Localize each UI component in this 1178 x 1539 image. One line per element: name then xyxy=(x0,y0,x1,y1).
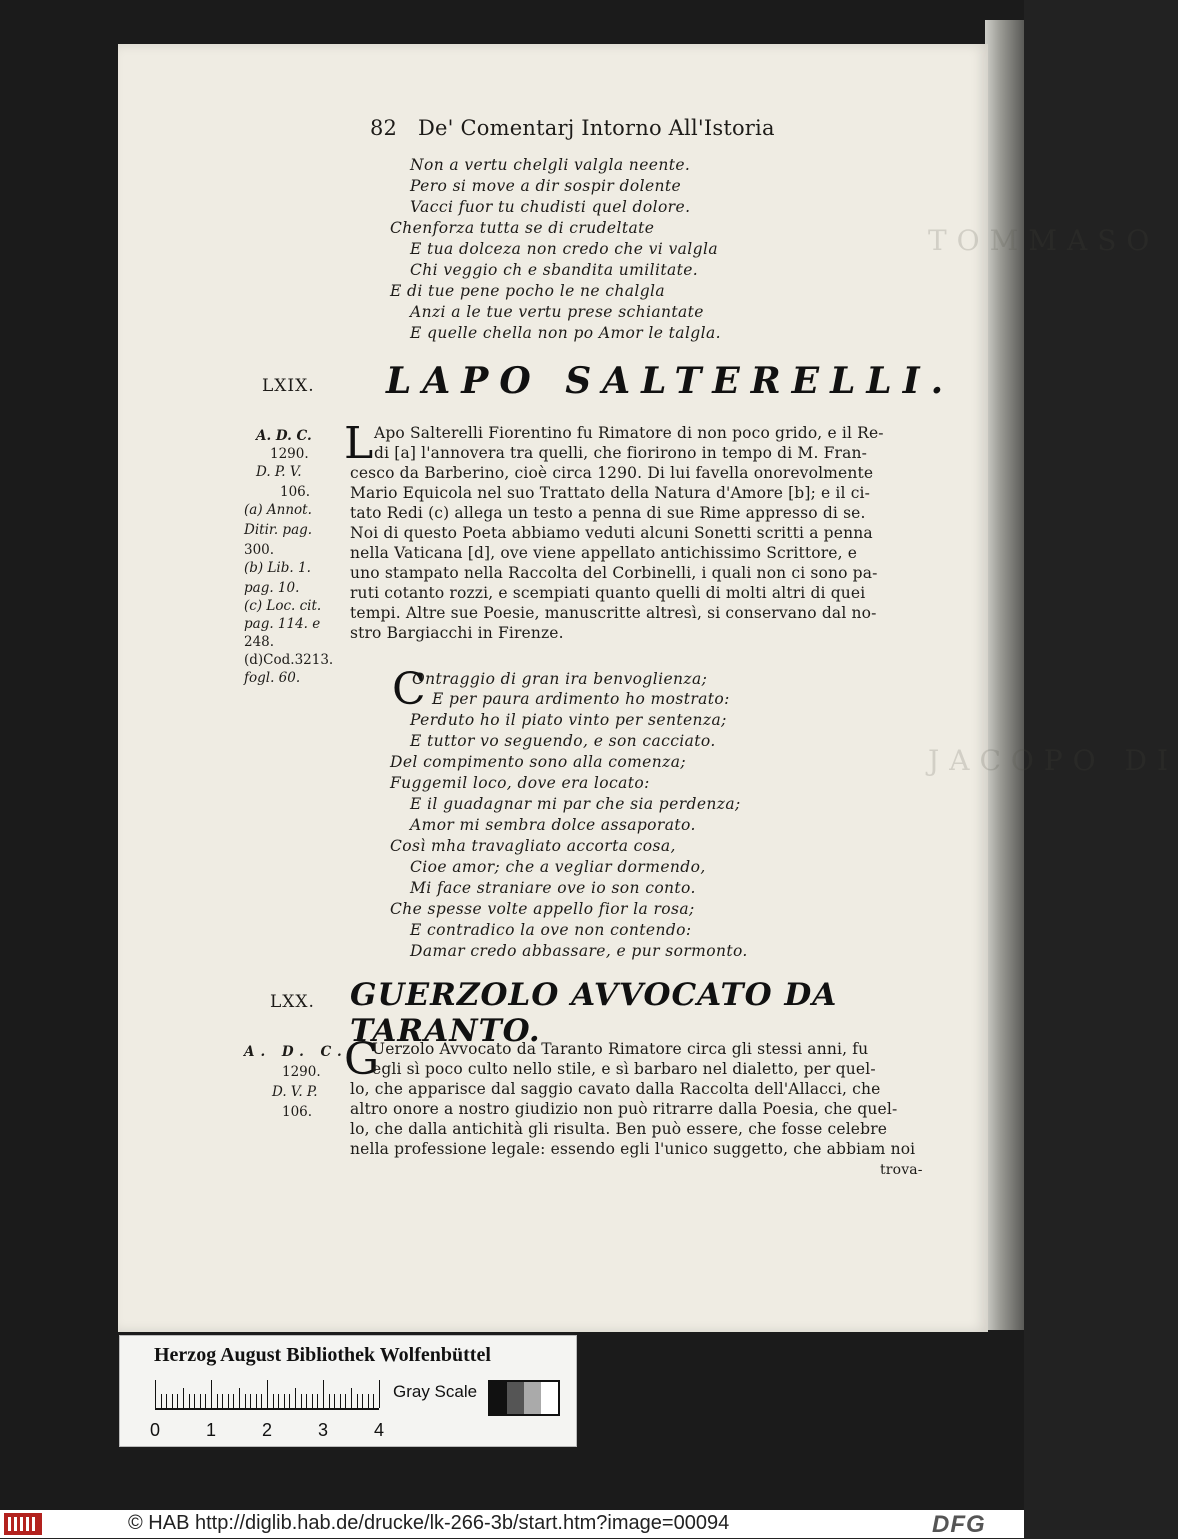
section-number: LXX. xyxy=(270,992,315,1012)
swatch-light-gray xyxy=(524,1382,541,1414)
margin-note: (a) Annot. xyxy=(244,502,312,518)
body-line: altro onore a nostro giudizio non può ritrarre dalla Poesia, che quel- xyxy=(350,1100,898,1118)
running-header xyxy=(370,116,775,140)
poem-line: Vacci fuor tu chudisti quel dolore. xyxy=(410,198,691,216)
swatch-dark-gray xyxy=(507,1382,524,1414)
poem-line: Pero si move a dir sospir dolente xyxy=(410,177,682,195)
poem-line: Perduto ho il piato vinto per sentenza; xyxy=(410,711,727,729)
margin-note: Ditir. pag. xyxy=(244,522,313,538)
ruler-tick xyxy=(228,1394,229,1408)
ruler-tick xyxy=(261,1394,262,1408)
book-page xyxy=(118,44,1178,1332)
gray-scale-label: Gray Scale xyxy=(393,1382,478,1401)
ruler-tick xyxy=(362,1394,363,1408)
ruler-tick xyxy=(166,1394,167,1408)
ruler-tick xyxy=(233,1394,234,1408)
ruler-tick xyxy=(312,1394,313,1408)
body-line: di [a] l'annovera tra quelli, che fiorirono in tempo di M. Fran- xyxy=(374,444,867,462)
margin-note: (c) Loc. cit. xyxy=(244,598,322,614)
hab-logo-icon xyxy=(4,1513,42,1535)
body-line: Noi di questo Poeta abbiamo veduti alcuni Sonetti scritti a penna xyxy=(350,524,873,542)
ruler-number: 2 xyxy=(262,1420,273,1440)
margin-note: pag. 10. xyxy=(244,580,300,596)
poem-line: Fuggemil loco, dove era locato: xyxy=(390,774,650,792)
poem-line: E contradico la ove non contendo: xyxy=(410,921,692,939)
ruler-number: 3 xyxy=(318,1420,329,1440)
poem-line: E quelle chella non po Amor le talgla. xyxy=(410,324,721,342)
margin-note: A. D. C. xyxy=(256,428,312,444)
body-line: lo, che apparisce dal saggio cavato dalla Raccolta dell'Allacci, che xyxy=(350,1080,881,1098)
catchword: trova- xyxy=(880,1162,923,1178)
margin-note: (d)Cod.3213. xyxy=(244,652,334,668)
ruler-tick xyxy=(278,1394,279,1408)
body-line: uno stampato nella Raccolta del Corbinelli, i quali non ci sono pa- xyxy=(350,564,878,582)
ruler-tick xyxy=(250,1394,251,1408)
poem-line: Mi face straniare ove io son conto. xyxy=(410,879,696,897)
body-line: nella professione legale: essendo egli l'unico suggetto, che abbiam noi xyxy=(350,1140,916,1158)
ruler-tick xyxy=(379,1380,380,1408)
scale-card xyxy=(119,1335,577,1447)
ruler-tick xyxy=(161,1394,162,1408)
poem-line: Amor mi sembra dolce assaporato. xyxy=(410,816,696,834)
ruler-tick xyxy=(211,1380,212,1408)
ruler-tick xyxy=(345,1394,346,1408)
swatch-white xyxy=(541,1382,558,1414)
footer-bar xyxy=(0,1510,1024,1538)
ruler-tick xyxy=(334,1394,335,1408)
margin-note: D. V. P. xyxy=(272,1084,318,1100)
ruler-tick xyxy=(245,1394,246,1408)
margin-note: 1290. xyxy=(282,1064,321,1080)
ruler-tick xyxy=(373,1394,374,1408)
card-title: Herzog August Bibliothek Wolfenbüttel xyxy=(154,1344,491,1366)
ruler-tick xyxy=(295,1388,296,1408)
section-title: LAPO SALTERELLI. xyxy=(386,360,955,402)
ruler-number: 0 xyxy=(150,1420,161,1440)
page-number: 82 xyxy=(370,116,398,140)
poem-line: Del compimento sono alla comenza; xyxy=(390,753,686,771)
ruler-number: 1 xyxy=(206,1420,217,1440)
poem-line: E tua dolceza non credo che vi valgla xyxy=(410,240,718,258)
footer-url[interactable]: © HAB http://diglib.hab.de/drucke/lk-266-3b/start.htm?image=00094 xyxy=(128,1512,730,1534)
ruler-tick xyxy=(317,1394,318,1408)
margin-note: 106. xyxy=(282,1104,313,1120)
ruler-tick xyxy=(357,1394,358,1408)
book-spine xyxy=(985,20,1024,1330)
ruler-tick xyxy=(256,1394,257,1408)
poem-line: E il guadagnar mi par che sia perdenza; xyxy=(410,795,741,813)
body-line: Uerzolo Avvocato da Taranto Rimatore circa gli stessi anni, fu xyxy=(372,1040,869,1058)
body-line: nella Vaticana [d], ove viene appellato antichissimo Scrittore, e xyxy=(350,544,858,562)
poem-line: E di tue pene pocho le ne chalgla xyxy=(390,282,666,300)
margin-note: 1290. xyxy=(270,446,309,462)
poem-line: E per paura ardimento ho mostrato: xyxy=(432,690,730,708)
poem-line: Che spesse volte appello fior la rosa; xyxy=(390,900,695,918)
margin-note: A. D. C. xyxy=(244,1044,348,1060)
margin-note: D. P. V. xyxy=(256,464,302,480)
margin-note: (b) Lib. 1. xyxy=(244,560,311,576)
ruler-tick xyxy=(329,1394,330,1408)
dfg-logo: DFG xyxy=(932,1511,986,1538)
body-line: stro Bargiacchi in Firenze. xyxy=(350,624,564,642)
body-line: lo, che dalla antichità gli risulta. Ben può essere, che fosse celebre xyxy=(350,1120,888,1138)
margin-note: 248. xyxy=(244,634,275,650)
section-number: LXIX. xyxy=(262,376,315,396)
ruler-tick xyxy=(301,1394,302,1408)
margin-note: 106. xyxy=(280,484,311,500)
poem-line: Chenforza tutta se di crudeltate xyxy=(390,219,655,237)
ruler-tick xyxy=(267,1380,268,1408)
ruler-tick xyxy=(351,1388,352,1408)
body-line: Apo Salterelli Fiorentino fu Rimatore di non poco grido, e il Re- xyxy=(374,424,884,442)
ruler-tick xyxy=(323,1380,324,1408)
poem-line: E tuttor vo seguendo, e son cacciato. xyxy=(410,732,716,750)
ruler-tick xyxy=(273,1394,274,1408)
poem-line: Così mha travagliato accorta cosa, xyxy=(390,837,676,855)
show-through-text: JACOPO DI xyxy=(928,744,1178,777)
ruler-tick xyxy=(222,1394,223,1408)
ruler-tick xyxy=(200,1394,201,1408)
ruler-tick xyxy=(183,1388,184,1408)
ruler-tick xyxy=(306,1394,307,1408)
running-title: De' Comentarj Intorno All'Istoria xyxy=(418,116,775,140)
ruler-tick xyxy=(155,1380,156,1408)
ruler-tick xyxy=(340,1394,341,1408)
scale-ruler xyxy=(155,1380,379,1410)
ruler-tick xyxy=(368,1394,369,1408)
body-line: tempi. Altre sue Poesie, manuscritte altresì, si conservano dal no- xyxy=(350,604,877,622)
margin-note: pag. 114. e xyxy=(244,616,321,632)
ruler-tick xyxy=(205,1394,206,1408)
poem-line: Damar credo abbassare, e pur sormonto. xyxy=(410,942,748,960)
drop-cap: G xyxy=(344,1034,380,1085)
margin-note: fogl. 60. xyxy=(244,670,301,686)
poem-line: Anzi a le tue vertu prese schiantate xyxy=(410,303,704,321)
poem-line: Non a vertu chelgli valgla neente. xyxy=(410,156,691,174)
ruler-tick xyxy=(194,1394,195,1408)
poem-line: Cioe amor; che a vegliar dormendo, xyxy=(410,858,706,876)
body-line: ruti cotanto rozzi, e scempiati quanto quelli di molti altri di quei xyxy=(350,584,866,602)
ruler-tick xyxy=(289,1394,290,1408)
body-line: Mario Equicola nel suo Trattato della Natura d'Amore [b]; e il ci- xyxy=(350,484,871,502)
body-line: egli sì poco culto nello stile, e sì barbaro nel dialetto, per quel- xyxy=(372,1060,876,1078)
ruler-tick xyxy=(284,1394,285,1408)
body-line: tato Redi (c) allega un testo a penna di sue Rime appresso di se. xyxy=(350,504,866,522)
ruler-tick xyxy=(239,1388,240,1408)
poem-line: Ontraggio di gran ira benvoglienza; xyxy=(412,670,708,688)
ruler-tick xyxy=(189,1394,190,1408)
ruler-tick xyxy=(217,1394,218,1408)
ruler-number: 4 xyxy=(374,1420,385,1440)
ruler-tick xyxy=(172,1394,173,1408)
drop-cap: C xyxy=(392,664,426,715)
drop-cap: L xyxy=(344,418,374,469)
section-title: GUERZOLO AVVOCATO DA TARANTO. xyxy=(350,977,838,1049)
swatch-black xyxy=(490,1382,507,1414)
margin-note: 300. xyxy=(244,542,275,558)
body-line: cesco da Barberino, cioè circa 1290. Di lui favella onorevolmente xyxy=(350,464,874,482)
show-through-text: TOMMASO xyxy=(928,224,1160,257)
poem-line: Chi veggio ch e sbandita umilitate. xyxy=(410,261,699,279)
gray-scale-swatch xyxy=(488,1380,560,1416)
ruler-tick xyxy=(177,1394,178,1408)
